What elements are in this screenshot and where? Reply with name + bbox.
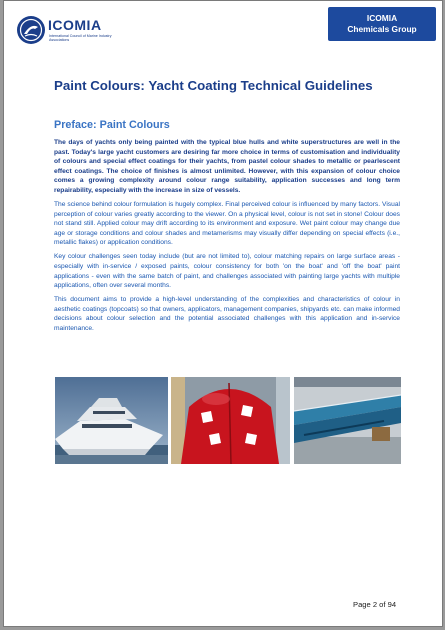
logo-subtitle: International Council of Marine Industry Associations (49, 34, 112, 43)
badge-line-1: ICOMIA (366, 13, 398, 23)
document-title: Paint Colours: Yacht Coating Technical Guidelines (54, 78, 373, 93)
icomia-logo (16, 13, 116, 53)
section-heading: Preface: Paint Colours (54, 119, 170, 131)
logo-name: ICOMIA (48, 17, 102, 33)
badge-line-2: Chemicals Group (347, 24, 417, 34)
paragraph-purpose: This document aims to provide a high-level understanding of the complexities and characteristics of colour in aesthetic coatings (topcoats) so that owners, applicators, management companies, shipyards etc. can make informed decisions about colour selection and the potential associated challenges with this application and in-service maintenance. (54, 296, 400, 332)
blue-hull-workshop-photo (294, 377, 401, 464)
document-page (3, 0, 443, 627)
intro-paragraph: The days of yachts only being painted with the typical blue hulls and white superstructures are well in the past. Today's large yacht customers are desiring far more choice in terms of customisation and individuality of colours and special effect coatings for their yachts, from pastel colour shades to metallic or pearlescent effect coatings. The choice of finishes is almost unlimited. However, with this expansion of colour choice comes a growing complexity around colour range suitability, application successes and long term repairability, especially with the increase in size of vessels. (54, 139, 400, 194)
chemicals-group-badge (328, 7, 436, 41)
paragraph-challenges: Key colour challenges seen today include (but are not limited to), colour matching repairs on large surface areas - especially with in-service / exposed paints, colour consistency for both 'on the boat' and 'off the boat' paint applications - even with the same batch of paint, and challenges associated with painting large yachts with multiple applications, often over several months. (54, 253, 400, 290)
red-hull-masked-photo (171, 377, 290, 464)
paragraph-science: The science behind colour formulation is hugely complex. Final perceived colour is influenced by many factors. Visual perception of colour varies greatly according to the viewer. On a physical level, colour is not set in stone! Colour does not stand still. Applied colour may drift according to its environment and exposure. Wet paint colour may change due age or storage conditions and colour shades and metamerisms may visually differ depending on special effects (i.e., metallic flakes) or application conditions. (54, 200, 400, 247)
preface-body (54, 138, 400, 338)
photo-strip (55, 377, 401, 464)
page-number: Page 2 of 94 (353, 600, 397, 609)
icomia-emblem-icon (16, 15, 46, 45)
white-superyacht-photo (55, 377, 168, 464)
